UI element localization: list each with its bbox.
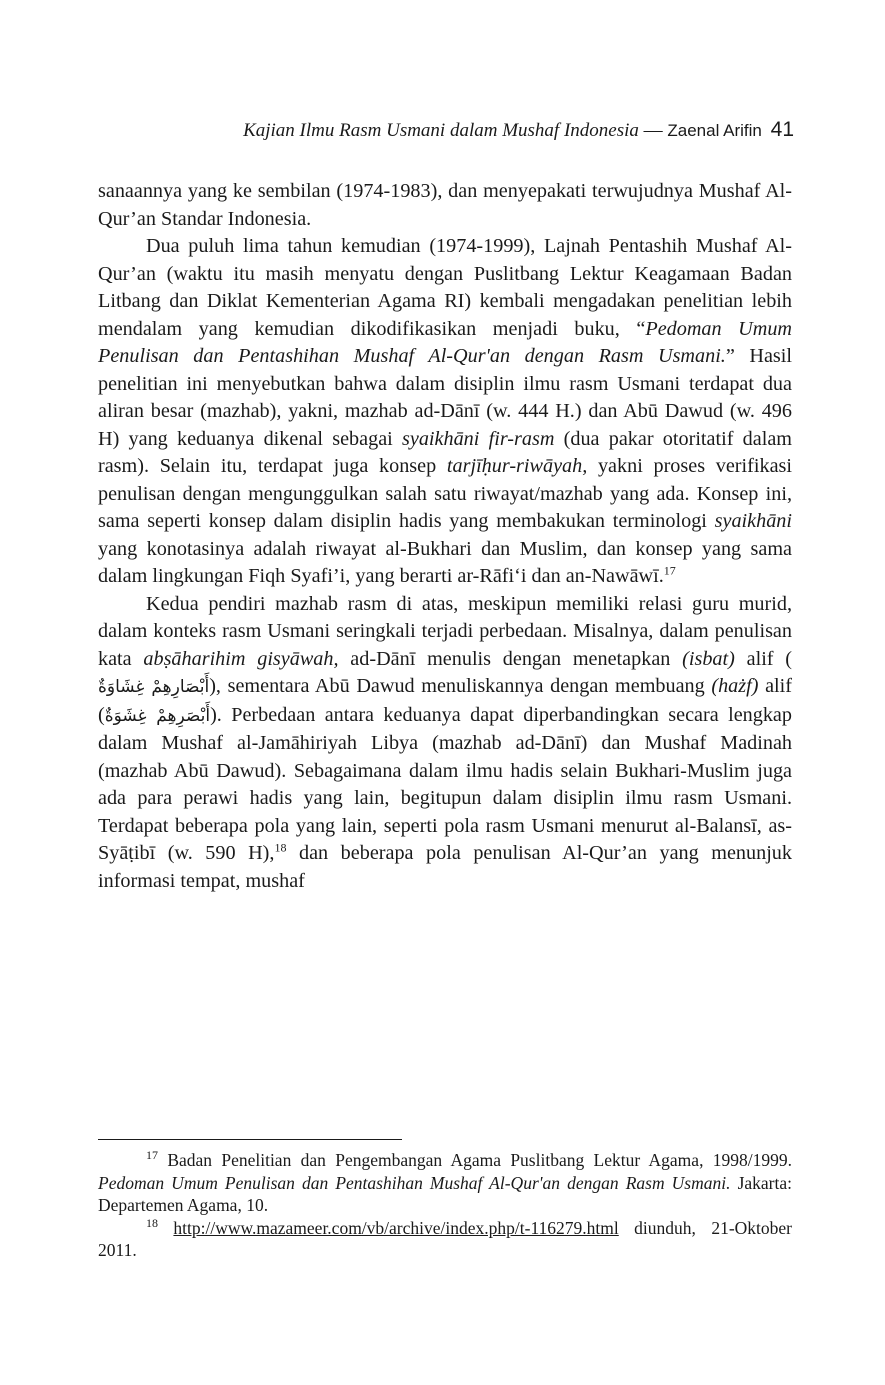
text-run: diunduh, 21-Oktober 2011. bbox=[98, 1217, 792, 1260]
footnote-number: 18 bbox=[146, 1215, 158, 1230]
book-title: Pedoman Umum Penulisan dan Pentashihan Mushaf Al-Qur'an dengan Rasm Usmani. bbox=[98, 317, 793, 367]
text-run: ). Perbedaan antara keduanya dapat diperbandingkan secara lengkap dalam Mushaf al-Jamāhiriyah Libya (mazhab ad-Dānī) dan Mushaf Madinah (mazhab Abū Dawud). Sebagaimana dalam ilmu hadis selain Bukhari-Muslim juga ada para perawi hadis yang lain, begitupun dalam disiplin ilmu rasm Usmani. Terdapat beberapa pola yang lain, seperti pola rasm Usmani menurut al-Balansī, as-Syāṭibī (w. 590 H), bbox=[98, 703, 792, 864]
footnote-link[interactable]: http://www.mazameer.com/vb/archive/index.php/t-116279.html bbox=[173, 1217, 619, 1238]
term-italic: (isbat) bbox=[682, 647, 735, 670]
text-run: alif ( bbox=[734, 647, 793, 670]
page-number: 41 bbox=[770, 118, 794, 141]
text-run: ad-Dānī menulis dengan menetapkan bbox=[338, 647, 683, 670]
term-italic: syaikhāni fir-rasm bbox=[402, 427, 555, 450]
header-title: Kajian Ilmu Rasm Usmani dalam Mushaf Indonesia bbox=[243, 120, 639, 141]
text-run: Dua puluh lima tahun kemudian (1974-1999), Lajnah Pentashih Mushaf Al-Qur’an (waktu itu masih menyatu dengan Puslitbang Lektur Keagamaan Badan Litbang dan Diklat Kementerian Agama RI) kembali mengadakan penelitian lebih mendalam yang kemudian dikodifikasikan menjadi buku, “ bbox=[98, 235, 792, 340]
running-header bbox=[98, 118, 794, 142]
text-run: dan beberapa pola penulisan Al-Qur’an yang menunjuk informasi tempat, mushaf bbox=[98, 842, 792, 892]
footnote-separator bbox=[98, 1139, 402, 1140]
text-run: alif ( bbox=[98, 675, 792, 726]
header-author: Zaenal Arifin bbox=[667, 121, 762, 140]
text-run: Badan Penelitian dan Pengembangan Agama Puslitbang Lektur Agama, 1998/1999. bbox=[158, 1150, 792, 1170]
paragraph-2 bbox=[98, 233, 792, 591]
header-dash: — bbox=[643, 120, 663, 141]
paragraph-3 bbox=[98, 591, 792, 896]
footnote-ref-18[interactable]: 18 bbox=[274, 840, 287, 855]
book-title: Pedoman Umum Penulisan dan Pentashihan Mushaf Al-Qur'an dengan Rasm Usmani. bbox=[98, 1172, 731, 1193]
text-run: ), sementara Abū Dawud menuliskannya dengan membuang bbox=[209, 675, 712, 697]
text-run: ” Hasil penelitian ini menyebutkan bahwa dalam disiplin ilmu rasm Usmani terdapat dua aliran besar (mazhab), yakni, mazhab ad-Dānī (w. 444 H.) dan Abū Dawud (w. 496 H) yang keduanya dikenal sebagai bbox=[98, 345, 792, 450]
paragraph-1: sanaannya yang ke sembilan (1974-1983), dan menyepakati terwujudnya Mushaf Al-Qur’an Standar Indonesia. bbox=[98, 180, 792, 230]
body-text bbox=[98, 178, 792, 895]
term-italic: abṣāharihim gisyāwah, bbox=[143, 647, 339, 670]
term-italic: syaikhāni bbox=[714, 510, 792, 532]
term-italic: tarjīḥur-riwāyah, bbox=[446, 455, 588, 477]
term-italic: (hażf) bbox=[711, 675, 759, 697]
text-run: Kedua pendiri mazhab rasm di atas, meskipun memiliki relasi guru murid, dalam konteks rasm Usmani seringkali terjadi perbedaan. Misalnya, dalam penulisan kata bbox=[98, 592, 792, 670]
footnote-ref-17[interactable]: 17 bbox=[663, 563, 676, 578]
footnote-17 bbox=[98, 1149, 792, 1217]
arabic-text-with-alif: أَبْصَارِهِمْ غِشَاوَةٌ bbox=[98, 677, 210, 697]
arabic-text-without-alif: أَبْصَرِهِمْ غِشَوَةٌ bbox=[104, 705, 211, 726]
footnote-number: 17 bbox=[146, 1148, 158, 1163]
text-run: yang konotasinya adalah riwayat al-Bukhari dan Muslim, dan konsep yang sama dalam lingkungan Fiqh Syafi’i, yang berarti ar-Rāfi‘i dan an-Nawāwī. bbox=[98, 537, 792, 587]
text-run: (dua pakar otoritatif dalam rasm). Selain itu, terdapat juga konsep bbox=[98, 427, 792, 477]
text-run: yakni proses verifikasi penulisan dengan mengunggulkan salah satu riwayat/mazhab yang ada. Konsep ini, sama seperti konsep dalam disiplin hadis yang membakukan terminologi bbox=[98, 455, 792, 532]
footnotes bbox=[98, 1149, 792, 1262]
text-run: Jakarta: Departemen Agama, 10. bbox=[98, 1172, 792, 1215]
footnote-18 bbox=[98, 1217, 792, 1262]
